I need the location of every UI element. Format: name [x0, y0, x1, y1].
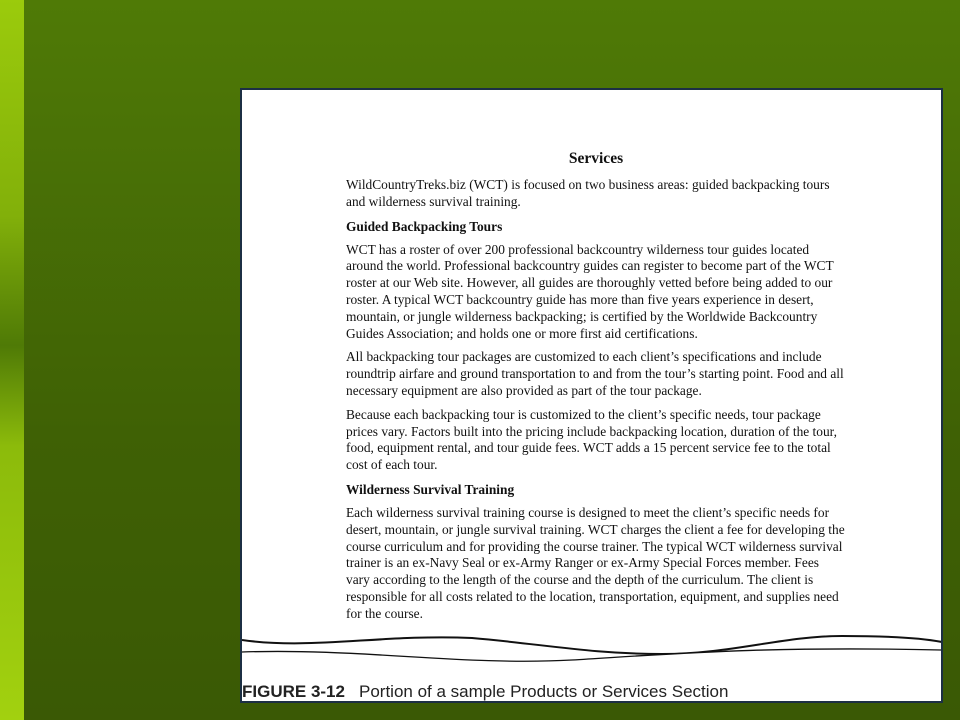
section-heading-survival: Wilderness Survival Training	[346, 481, 515, 497]
torn-edge-graphic	[242, 624, 942, 674]
section-heading-backpacking: Guided Backpacking Tours	[346, 218, 503, 234]
figure-panel	[240, 88, 943, 703]
figure-caption-text: Portion of a sample Products or Services Section	[358, 682, 729, 701]
figure-caption	[242, 682, 728, 702]
intro-paragraph: WildCountryTreks.biz (WCT) is focused on two business areas: guided backpacking tours and wilderness survival training.	[346, 177, 830, 209]
figure-number: FIGURE 3-12	[242, 682, 345, 701]
survival-paragraph-1: Each wilderness survival training course is designed to meet the client’s specific needs for desert, mountain, or jungle survival training. WCT charges the client a fee for developing the course curriculum and for providing the course trainer. The typical WCT wilderness survival trainer is an ex-Navy Seal or ex-Army Ranger or ex-Army Special Forces member. Fees vary according to the length of the course and the depth of the curriculum. The client is responsible for all costs related to the location, transportation, equipment, and supplies need for the course.	[346, 504, 845, 621]
backpacking-paragraph-1: WCT has a roster of over 200 professional backcountry wilderness tour guides located around the world. Professional backcountry guides can register to become part of the WCT roster at our Web site. However, all guides are thoroughly vetted before being added to our roster. A typical WCT backcountry guide has more than five years experience in desert, mountain, or jungle wilderness backpacking; is certified by the Worldwide Backcountry Guides Association; and holds one or more first aid certifications.	[346, 241, 834, 341]
document-title: Services	[568, 150, 624, 167]
left-accent-band	[0, 0, 24, 720]
backpacking-paragraph-2: All backpacking tour packages are customized to each client’s specifications and include roundtrip airfare and ground transportation to and from the tour’s starting point. Food and all necessary equipment are also provided as part of the tour package.	[346, 349, 844, 398]
document-excerpt	[346, 150, 846, 630]
backpacking-paragraph-3: Because each backpacking tour is customized to the client’s specific needs, tour package prices vary. Factors built into the pricing include backpacking location, duration of the tour, food, equipment rental, and tour guide fees. WCT adds a 15 percent service fee to the total cost of each tour.	[346, 406, 837, 473]
